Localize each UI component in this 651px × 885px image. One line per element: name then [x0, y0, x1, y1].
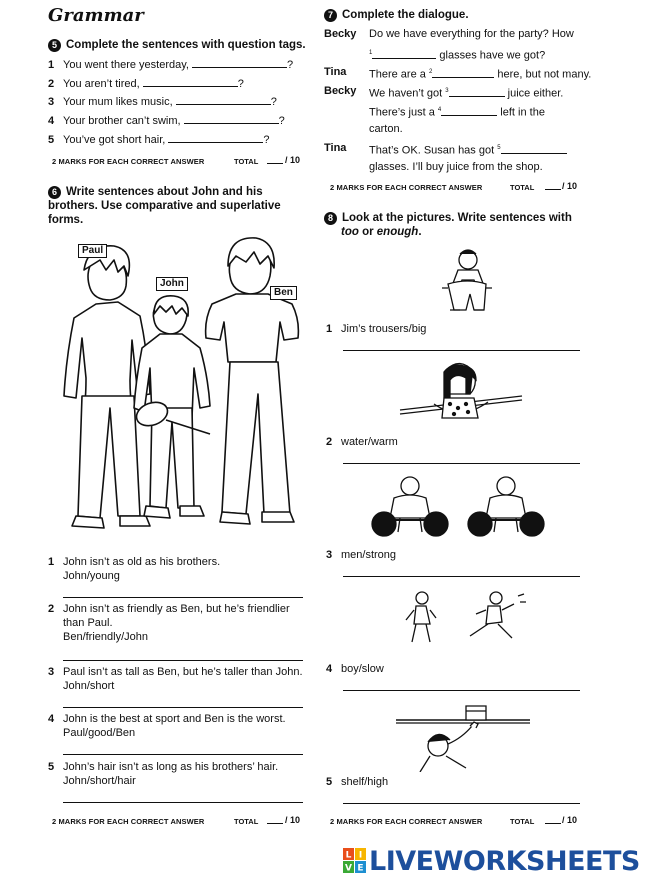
- item-text: John isn’t as friendly as Ben, but he’s friendlier: [63, 603, 290, 615]
- answer-blank[interactable]: [449, 87, 505, 97]
- ex6-item: [48, 712, 286, 726]
- picture-high-shelf: [394, 702, 534, 772]
- item-number: 4: [48, 115, 55, 127]
- gap-number: 1: [369, 50, 373, 56]
- answer-blank[interactable]: [192, 58, 287, 68]
- item-prompt: Paul/good/Ben: [63, 727, 136, 739]
- ex6-item: [48, 602, 290, 616]
- item-number: 5: [326, 776, 333, 788]
- badge-letter: E: [357, 863, 364, 874]
- exercise-7-heading: [324, 8, 469, 22]
- picture-running-boys: [400, 590, 530, 648]
- ex6-item: [48, 555, 220, 569]
- keyword-too: too: [341, 226, 359, 238]
- item-prompt: Jim’s trousers/big: [341, 323, 427, 335]
- answer-blank[interactable]: [168, 133, 263, 143]
- ex8-item: [326, 322, 426, 336]
- item-number: 5: [48, 134, 55, 146]
- score-total: / 10: [562, 181, 578, 191]
- marks-note: 2 MARKS FOR EACH CORRECT ANSWER: [330, 817, 483, 826]
- item-text: than Paul.: [63, 617, 113, 629]
- speaker-name: Becky: [324, 85, 357, 97]
- dialogue-text: juice either.: [507, 87, 564, 100]
- exercise-number-badge: 7: [324, 9, 337, 22]
- page-title: Grammar: [48, 5, 144, 26]
- ex6-item: [48, 665, 303, 679]
- instruction-joiner: or: [358, 226, 377, 238]
- item-prompt: shelf/high: [341, 776, 389, 788]
- dialogue-text: left in the: [500, 106, 545, 119]
- ex5-item: [48, 133, 270, 147]
- item-number: 2: [326, 436, 333, 448]
- answer-line[interactable]: [63, 597, 303, 598]
- score-blank[interactable]: [545, 189, 561, 190]
- ben-legs: [222, 362, 290, 514]
- dialogue-text: glasses have we got?: [439, 49, 546, 62]
- dialogue-line: Do we have everything for the party? How: [369, 28, 574, 40]
- marks-note: 2 MARKS FOR EACH CORRECT ANSWER: [52, 817, 205, 826]
- total-label: TOTAL: [510, 183, 535, 192]
- score-blank[interactable]: [267, 823, 283, 824]
- speaker-name: Tina: [324, 66, 347, 78]
- item-number: 3: [48, 666, 55, 678]
- item-number: 2: [48, 78, 55, 90]
- dialogue-line: glasses. I’ll buy juice from the shop.: [369, 161, 543, 173]
- total-label: TOTAL: [234, 157, 259, 166]
- item-number: 4: [48, 713, 55, 725]
- ex5-item: [48, 77, 244, 91]
- item-text: Your brother can’t swim,: [63, 115, 181, 127]
- item-text: Paul isn’t as tall as Ben, but he’s taller than John.: [63, 666, 303, 678]
- item-text: You went there yesterday,: [63, 59, 189, 71]
- marks-note: 2 MARKS FOR EACH CORRECT ANSWER: [330, 183, 483, 192]
- answer-line[interactable]: [343, 350, 580, 351]
- liveworksheets-logo[interactable]: [343, 846, 640, 876]
- answer-blank[interactable]: [372, 49, 436, 59]
- ex8-item: [326, 435, 398, 449]
- item-text: John’s hair isn’t as long as his brothers’ hair.: [63, 761, 279, 773]
- item-prompt: men/strong: [341, 549, 397, 561]
- score-blank[interactable]: [545, 823, 561, 824]
- badge-letter: V: [345, 863, 352, 874]
- exercise-7-instruction: Complete the dialogue.: [342, 9, 469, 21]
- item-number: 4: [326, 663, 333, 675]
- answer-blank[interactable]: [143, 77, 238, 87]
- ex6-item: [48, 760, 278, 774]
- gap-number: 4: [437, 107, 442, 113]
- exercise-6-instruction: Write sentences about John and his brothers. Use comparative and superlative forms.: [48, 186, 281, 226]
- item-text: John isn’t as old as his brothers.: [63, 556, 221, 568]
- question-mark: ?: [270, 96, 277, 108]
- score-blank[interactable]: [267, 163, 283, 164]
- answer-blank[interactable]: [441, 106, 497, 116]
- exercise-number-badge: 5: [48, 39, 61, 52]
- item-number: 1: [48, 556, 55, 568]
- score-total: / 10: [285, 815, 301, 825]
- item-number: 2: [48, 603, 55, 615]
- keyword-enough: enough: [376, 226, 419, 238]
- dialogue-text: That’s OK. Susan has got: [369, 144, 495, 157]
- label-ben: Ben: [270, 286, 297, 300]
- gap-number: 2: [428, 69, 433, 75]
- logo-badge-icon: [343, 848, 367, 874]
- item-prompt: John/short: [63, 680, 115, 692]
- ben-tshirt: [206, 294, 299, 362]
- total-label: TOTAL: [234, 817, 259, 826]
- answer-blank[interactable]: [501, 144, 567, 154]
- paul-shoes: [72, 516, 150, 528]
- picture-weightlifters: [370, 472, 550, 542]
- answer-line[interactable]: [343, 690, 580, 691]
- item-number: 3: [326, 549, 333, 561]
- answer-blank[interactable]: [184, 114, 279, 124]
- speaker-name: Tina: [324, 142, 347, 154]
- answer-line[interactable]: [63, 707, 303, 708]
- score-total: / 10: [285, 155, 301, 165]
- marks-note: 2 MARKS FOR EACH CORRECT ANSWER: [52, 157, 205, 166]
- paul-legs: [78, 396, 140, 518]
- answer-line[interactable]: [343, 576, 580, 577]
- exercise-number-badge: 6: [48, 186, 61, 199]
- item-text: Your mum likes music,: [63, 96, 173, 108]
- exercise-number-badge: 8: [324, 212, 337, 225]
- score-total: / 10: [562, 815, 578, 825]
- item-prompt: Ben/friendly/John: [63, 631, 148, 643]
- speaker-name: Becky: [324, 28, 357, 40]
- total-label: TOTAL: [510, 817, 535, 826]
- exercise-8-instruction: Look at the pictures. Write sentences with: [342, 212, 572, 224]
- item-number: 5: [48, 761, 55, 773]
- label-john: John: [156, 277, 188, 291]
- item-text: You aren’t tired,: [63, 78, 140, 90]
- dialogue-text: There are a: [369, 68, 426, 81]
- ex5-item: [48, 95, 277, 109]
- label-paul: Paul: [78, 244, 107, 258]
- answer-blank[interactable]: [432, 68, 494, 78]
- item-number: 1: [48, 59, 55, 71]
- item-prompt: John/young: [63, 570, 120, 582]
- item-prompt: water/warm: [341, 436, 398, 448]
- item-text: John is the best at sport and Ben is the worst.: [63, 713, 286, 725]
- ex8-item: [326, 775, 388, 789]
- picture-big-trousers: [434, 248, 500, 320]
- dialogue-text: We haven’t got: [369, 87, 443, 100]
- badge-letter: L: [345, 850, 352, 861]
- ex5-item: [48, 58, 293, 72]
- item-prompt: boy/slow: [341, 663, 384, 675]
- ben-shoes: [220, 512, 294, 524]
- picture-cold-water: [398, 360, 526, 428]
- ex5-item: [48, 114, 285, 128]
- question-mark: ?: [237, 78, 244, 90]
- dialogue-line: carton.: [369, 123, 403, 135]
- item-number: 3: [48, 96, 55, 108]
- instruction-period: .: [418, 226, 422, 238]
- answer-blank[interactable]: [176, 95, 271, 105]
- answer-line[interactable]: [63, 660, 303, 661]
- gap-number: 5: [497, 145, 501, 151]
- item-text: You’ve got short hair,: [63, 134, 166, 146]
- badge-letter: I: [358, 850, 363, 861]
- ex8-item: [326, 548, 396, 562]
- exercise-8-heading: [324, 211, 584, 239]
- answer-line[interactable]: [343, 803, 580, 804]
- brand-name: LIVEWORKSHEETS: [369, 845, 640, 877]
- question-mark: ?: [278, 115, 285, 127]
- answer-line[interactable]: [63, 802, 303, 803]
- john-shoes: [144, 506, 204, 518]
- dialogue-text: There’s just a: [369, 106, 435, 119]
- dialogue-text: here, but not many.: [497, 68, 592, 81]
- question-mark: ?: [263, 134, 270, 146]
- gap-number: 3: [445, 88, 449, 94]
- exercise-6-heading: [48, 185, 303, 227]
- answer-line[interactable]: [63, 754, 303, 755]
- answer-line[interactable]: [343, 463, 580, 464]
- item-prompt: John/short/hair: [63, 775, 136, 787]
- ex8-item: [326, 662, 384, 676]
- item-number: 1: [326, 323, 333, 335]
- exercise-5-instruction: Complete the sentences with question tags.: [66, 39, 306, 51]
- exercise-5-heading: [48, 38, 306, 52]
- question-mark: ?: [287, 59, 294, 71]
